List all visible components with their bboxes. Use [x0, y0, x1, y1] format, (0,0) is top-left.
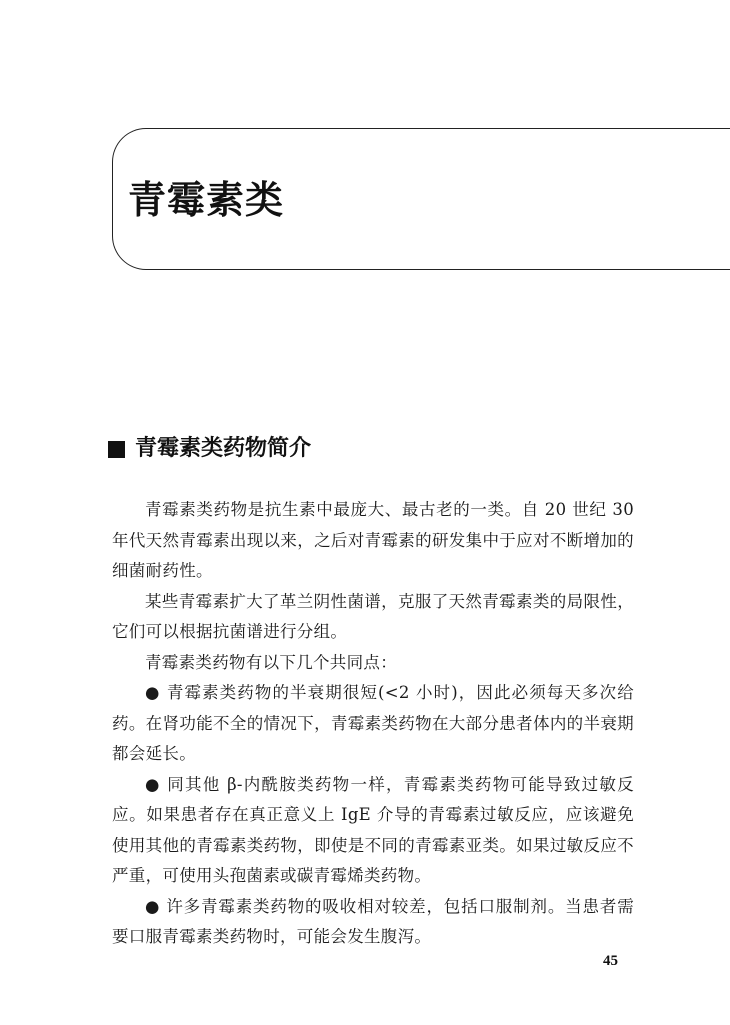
square-bullet-icon — [108, 441, 125, 458]
chapter-title: 青霉素类 — [128, 178, 285, 222]
paragraph: 某些青霉素扩大了革兰阴性菌谱，克服了天然青霉素类的局限性，它们可以根据抗菌谱进行分组。 — [112, 591, 634, 641]
paragraph: 青霉素类药物是抗生素中最庞大、最古老的一类。自 20 世纪 30 年代天然青霉素出现以来，之后对青霉素的研发集中于应对不断增加的细菌耐药性。 — [112, 500, 634, 580]
section-heading-text: 青霉素类药物简介 — [135, 436, 312, 461]
bullet-paragraph: ● 许多青霉素类药物的吸收相对较差，包括口服制剂。当患者需要口服青霉素类药物时，可能会发生腹泻。 — [112, 896, 634, 946]
paragraph: 青霉素类药物有以下几个共同点： — [145, 652, 397, 672]
body-text — [112, 495, 634, 953]
bullet-paragraph: ● 同其他 β-内酰胺类药物一样，青霉素类药物可能导致过敏反应。如果患者存在真正意义上 IgE 介导的青霉素过敏反应，应该避免使用其他的青霉素类药物，即使是不同的青霉素亚类。如果过敏反应不严重，可使用头孢菌素或碳青霉烯类药物。 — [112, 774, 634, 885]
page-number: 45 — [603, 953, 618, 969]
section-heading — [108, 433, 311, 465]
bullet-paragraph: ● 青霉素类药物的半衰期很短(<2 小时)，因此必须每天多次给药。在肾功能不全的情况下，青霉素类药物在大部分患者体内的半衰期都会延长。 — [112, 683, 634, 763]
